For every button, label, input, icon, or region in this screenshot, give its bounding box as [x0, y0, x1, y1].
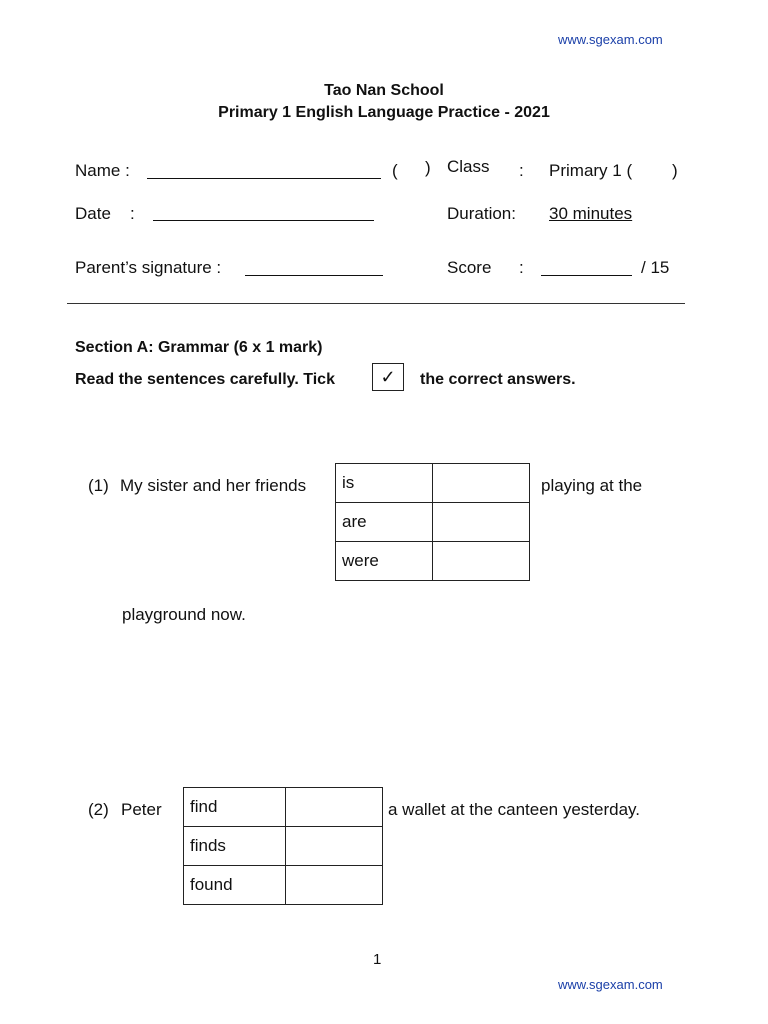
question-2-number: (2) [88, 800, 109, 819]
answer-box[interactable] [433, 542, 530, 581]
score-blank[interactable] [541, 275, 632, 276]
option-row [184, 827, 383, 866]
page-number: 1 [373, 951, 382, 968]
score-total: / 15 [641, 258, 670, 277]
question-1-stem: My sister and her friends [120, 476, 307, 495]
instruction-text-end: the correct answers. [420, 371, 576, 388]
section-a-heading: Section A: Grammar (6 x 1 mark) [75, 339, 323, 356]
class-paren-close: ) [672, 161, 678, 180]
index-paren-open: ( [392, 161, 398, 180]
question-2-stem-end: a wallet at the canteen yesterday. [388, 800, 641, 819]
option-row [336, 542, 530, 581]
option-label: are [336, 503, 433, 542]
question-1-continuation: playground now. [122, 605, 246, 624]
option-row [184, 866, 383, 905]
duration-label: Duration: [447, 204, 516, 223]
name-blank[interactable] [147, 178, 381, 179]
paper-title: Primary 1 English Language Practice - 2021 [218, 104, 550, 121]
date-blank[interactable] [153, 220, 374, 221]
question-1-stem-end: playing at the [541, 476, 643, 495]
question-1-number: (1) [88, 476, 109, 495]
answer-box[interactable] [286, 788, 383, 827]
answer-box[interactable] [433, 503, 530, 542]
class-label: Class [447, 157, 490, 176]
option-label: found [184, 866, 286, 905]
question-2-stem: Peter [121, 800, 162, 819]
option-label: were [336, 542, 433, 581]
class-colon: : [519, 161, 524, 180]
footer-url[interactable]: www.sgexam.com [558, 977, 663, 992]
answer-box[interactable] [286, 866, 383, 905]
question-2-options [183, 787, 383, 905]
date-colon: : [130, 204, 135, 223]
header-url[interactable]: www.sgexam.com [558, 32, 663, 47]
instruction-text: Read the sentences carefully. Tick [75, 371, 335, 388]
class-value: Primary 1 ( [549, 161, 633, 180]
signature-blank[interactable] [245, 275, 383, 276]
option-row [184, 788, 383, 827]
score-colon: : [519, 258, 524, 277]
divider [67, 303, 685, 304]
signature-label: Parent’s signature : [75, 258, 222, 277]
option-row [336, 503, 530, 542]
index-paren-close: ) [425, 158, 431, 177]
tick-box-example [372, 363, 404, 391]
duration-value: 30 minutes [549, 204, 633, 223]
tick-icon: ✓ [380, 367, 396, 387]
answer-box[interactable] [433, 464, 530, 503]
date-label: Date [75, 204, 111, 223]
question-1-options [335, 463, 530, 581]
answer-box[interactable] [286, 827, 383, 866]
school-name: Tao Nan School [324, 82, 444, 99]
option-label: finds [184, 827, 286, 866]
option-label: find [184, 788, 286, 827]
score-label: Score [447, 258, 492, 277]
option-label: is [336, 464, 433, 503]
name-label: Name : [75, 161, 130, 180]
option-row [336, 464, 530, 503]
